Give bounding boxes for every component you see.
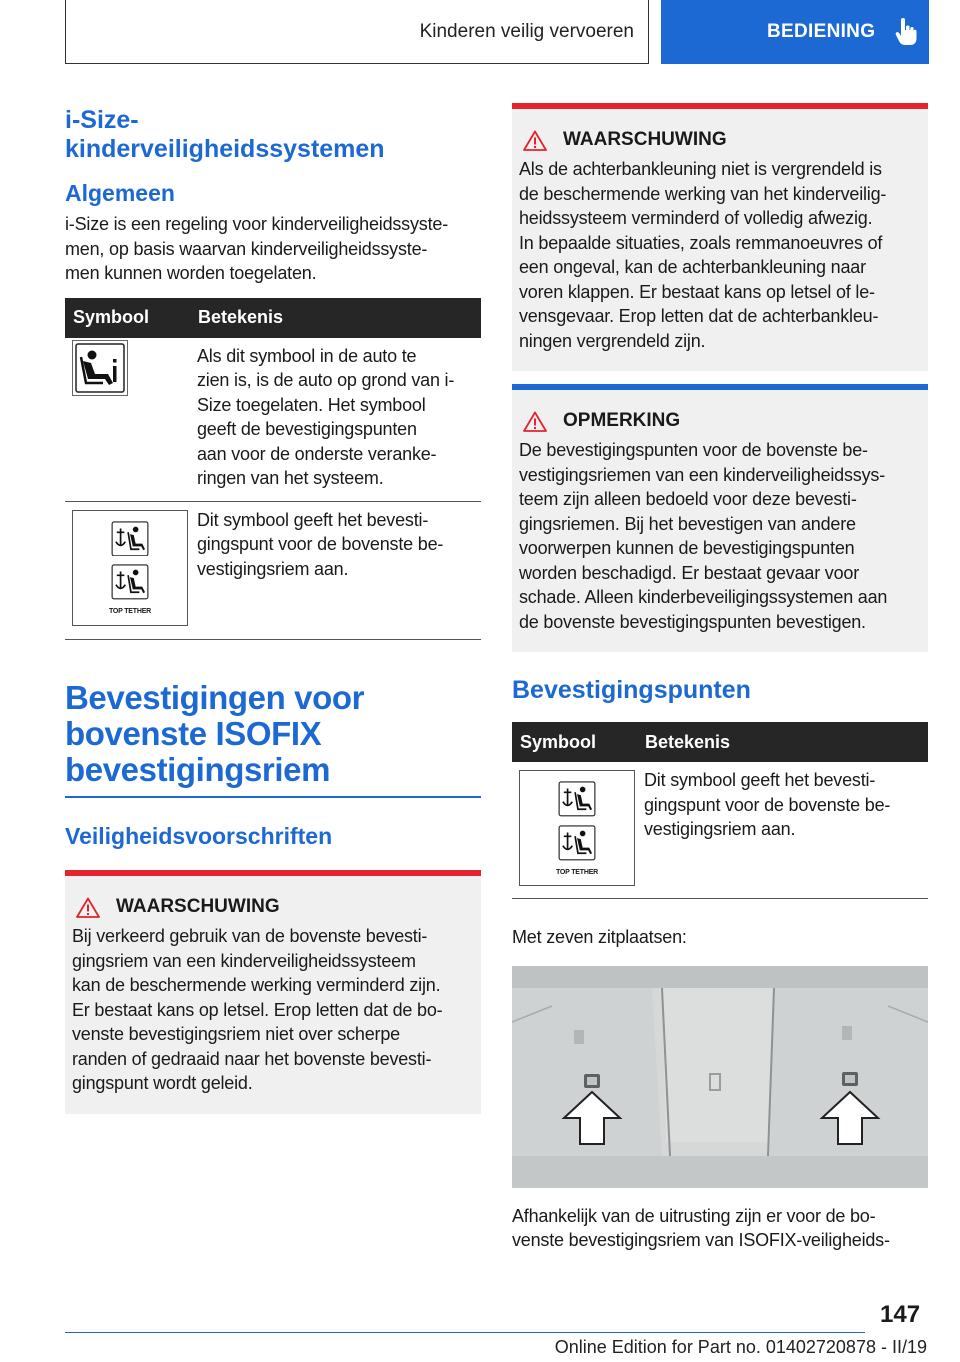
anchor-seat-icon — [557, 825, 597, 861]
footer-edition: Online Edition for Part no. 01402720878 - II/19 — [554, 1337, 927, 1357]
notice-text: De bevestigingspunten voor de bovenste be- vestigingsriemen van een kinderveiligheidssys- teem zijn alleen bedoeld voor deze bevesti- gingsriemen. Bij het bevestigen van andere voorwerpen kunnen de bevestigingspunten worden beschadigd. Er bestaat gevaar voor schade. Alleen kinderbeveiligingssystemen aan de bovenste bevestigingspunten bevestigen. — [519, 440, 888, 632]
safety-subheading: Veiligheidsvoorschriften — [65, 823, 333, 849]
warning-title: WAARSCHUWING — [116, 896, 280, 917]
anchor-points-heading: Bevestigingspunten — [512, 676, 751, 704]
anchor-symbol-table — [512, 722, 928, 899]
top-tether-icon — [519, 770, 635, 886]
isize-intro: i-Size is een regeling voor kinderveiligheidssyste- men, op basis waarvan kinderveiligheidssyste- men kunnen worden toegelaten. — [65, 214, 448, 283]
footer-divider — [65, 1332, 865, 1333]
meaning-text: Dit symbool geeft het bevesti- gingspunt voor de bovenste be- vestigingsriem aan. — [635, 762, 928, 899]
page-number: 147 — [880, 1301, 921, 1328]
top-tether-label: TOP TETHER — [555, 868, 599, 876]
general-subheading: Algemeen — [65, 180, 175, 206]
header-section-box — [65, 0, 649, 64]
left-column — [65, 106, 481, 1114]
table-row — [65, 338, 481, 502]
table-row — [65, 501, 481, 640]
anchor-seat-icon — [557, 781, 597, 817]
chapter-tab[interactable] — [661, 0, 929, 64]
table-header-symbol: Symbool — [65, 298, 188, 338]
isofix-heading: Bevestigingen voor bovenste ISOFIX bevestigingsriem — [65, 680, 481, 798]
chapter-tab-label: BEDIENING — [767, 21, 876, 42]
table-row — [512, 762, 928, 899]
seats-caption: Met zeven zitplaatsen: — [512, 927, 687, 947]
top-tether-label: TOP TETHER — [108, 608, 152, 615]
table-header-meaning: Betekenis — [188, 298, 481, 338]
warning-text: Bij verkeerd gebruik van de bovenste bevesti- gingsriem van een kinderveiligheidssysteem kan de beschermende werking verminderd zijn. Er bestaat kans op letsel. Erop letten dat de bo- venste bevestigingsriem niet over scherpe randen of gedraaid naar het bovenste bevesti- gingspunt wordt geleid. — [72, 926, 443, 1093]
right-column — [512, 103, 928, 1253]
warning-box — [512, 103, 928, 371]
closing-text: Afhankelijk van de uitrusting zijn er voor de bo- venste bevestigingsriem van ISOFIX-veiligheids- — [512, 1205, 890, 1250]
anchor-seat-icon — [110, 564, 150, 600]
isize-title: i-Size- kinderveiligheidssystemen — [65, 106, 385, 163]
meaning-text: Als dit symbool in de auto te zien is, is de auto op grond van i- Size toegelaten. Het symbool geeft de bevestigingspunten aan voor de onderste veranke- ringen van het systeem. — [188, 338, 481, 502]
warning-triangle-icon — [523, 411, 547, 432]
isize-seat-icon — [72, 340, 128, 396]
warning-triangle-icon — [523, 130, 547, 151]
table-header-symbol: Symbool — [512, 722, 635, 762]
warning-triangle-icon — [76, 897, 100, 918]
header-section-title: Kinderen veilig vervoeren — [419, 20, 634, 42]
warning-box — [65, 870, 481, 1114]
warning-text: Als de achterbankleuning niet is vergrendeld is de beschermende werking van het kinderveilig- heidssysteem verminderd of volledig afwezig. In bepaalde situaties, zoals remmanoeuvres of een ongeval, kan de achterbankleuning naar voren klappen. Er bestaat kans op letsel of le- vensgevaar. Erop letten dat de achterbankleu- ningen vergrendeld zijn. — [519, 159, 887, 351]
notice-box — [512, 384, 928, 652]
hand-pointer-icon — [895, 17, 917, 47]
top-tether-icon — [72, 510, 188, 626]
warning-title: WAARSCHUWING — [563, 129, 727, 150]
notice-title: OPMERKING — [563, 410, 681, 431]
isize-symbol-table — [65, 298, 481, 641]
cargo-area-photo — [512, 966, 928, 1188]
meaning-text: Dit symbool geeft het bevesti- gingspunt voor de bovenste be- vestigingsriem aan. — [188, 501, 481, 640]
table-header-meaning: Betekenis — [635, 722, 928, 762]
anchor-seat-icon — [110, 521, 150, 557]
